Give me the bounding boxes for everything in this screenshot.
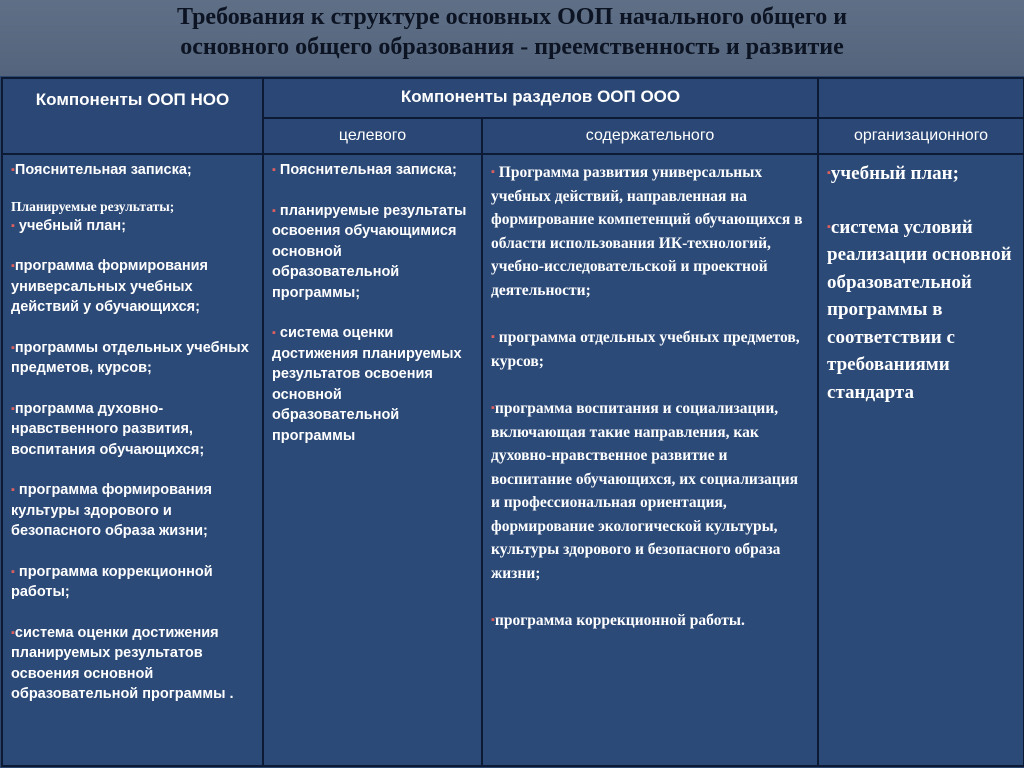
page-title	[0, 0, 1024, 62]
list-item: ▪программы отдельных учебных предметов, курсов;	[11, 339, 249, 376]
bullet-icon: ▪	[491, 331, 495, 343]
list-item: ▪ Пояснительная записка;	[272, 162, 457, 178]
bullet-icon: ▪	[491, 166, 495, 178]
comparison-table	[1, 77, 1024, 767]
bullet-icon: ▪	[11, 565, 15, 578]
bullet-icon: ▪	[272, 204, 276, 217]
list-item: ▪ планируемые результаты освоения обучающимися основной образовательной программы;	[272, 202, 467, 301]
list-item: ▪учебный план;	[827, 163, 959, 184]
header-noo-label: Компоненты ООП НОО	[35, 90, 230, 109]
list-item: ▪система условий реализации основной образовательной программы в соответствии с требованиями стандарта	[827, 216, 1012, 403]
list-item: ▪ учебный план;	[11, 217, 126, 234]
bullet-icon: ▪	[11, 484, 15, 496]
header-ooo-label: Компоненты разделов ООП ООО	[400, 87, 681, 106]
bullet-icon: ▪	[491, 614, 495, 626]
bullet-icon: ▪	[11, 260, 15, 272]
bullet-icon: ▪	[827, 220, 831, 233]
bullet-icon: ▪	[11, 219, 15, 232]
list-item: ▪система оценки достижения планируемых результатов освоения основной образовательной программы .	[11, 624, 234, 702]
list-item: ▪ Программа развития универсальных учебных действий, направленная на формирование компетенций обучающихся в области использования ИК-технологий, учебно-исследовательской и проектной деятельности;	[491, 164, 803, 299]
list-item: ▪программа воспитания и социализации, включающая такие направления, как духовно-нравственное развитие и воспитание обучающихся, их социализация и профессиональная ориентация, формирование экологической культуры, культуры здорового и безопасного образа жизни;	[491, 400, 799, 582]
bullet-icon: ▪	[11, 341, 15, 354]
list-item: ▪программа коррекционной работы.	[491, 612, 745, 629]
subheader-org: организационного	[818, 118, 1024, 154]
subheader-content: содержательного	[482, 118, 818, 154]
column-org	[818, 154, 1024, 766]
list-item: ▪ программа формирования культуры здорового и безопасного образа жизни;	[11, 482, 213, 539]
title-line-2: основного общего образования - преемственность и развитие	[180, 34, 844, 60]
bullet-icon: ▪	[272, 327, 276, 339]
list-item: ▪ система оценки достижения планируемых результатов освоения основной образовательной программы	[272, 325, 462, 444]
bullet-icon: ▪	[491, 402, 495, 414]
subheader-target: целевого	[263, 118, 482, 154]
list-item: ▪программа духовно-нравственного развития, воспитания обучающихся;	[11, 400, 205, 458]
bullet-icon: ▪	[11, 626, 15, 639]
header-empty	[818, 78, 1024, 118]
list-item: ▪Пояснительная записка;	[11, 162, 192, 178]
bullet-icon: ▪	[11, 164, 15, 176]
bullet-icon: ▪	[827, 167, 831, 179]
column-target	[263, 154, 482, 766]
list-item: Планируемые результаты;	[11, 198, 175, 214]
list-item: ▪программа формирования универсальных учебных действий у обучающихся;	[11, 258, 208, 315]
title-line-1: Требования к структуре основных ООП начального общего и	[176, 4, 848, 30]
bullet-icon: ▪	[272, 164, 276, 176]
list-item: ▪ программа отдельных учебных предметов, курсов;	[491, 329, 800, 370]
bullet-icon: ▪	[11, 402, 15, 415]
column-content	[482, 154, 818, 766]
column-noo	[2, 154, 263, 766]
list-item: ▪ программа коррекционной работы;	[11, 563, 213, 600]
header-ooo	[263, 78, 818, 118]
header-noo	[2, 78, 263, 154]
